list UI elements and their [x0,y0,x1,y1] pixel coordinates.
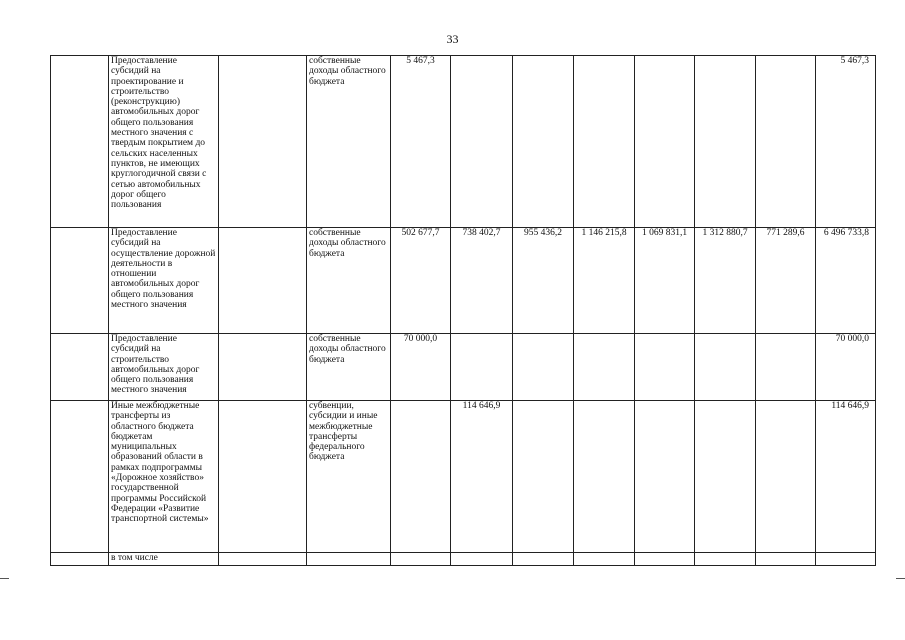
year-value-cell [574,56,635,228]
executor-cell [219,334,307,401]
funding-source-cell: субвенции, субсидии и иные межбюджетные трансферты федерального бюджета [307,401,391,553]
year-value-cell [451,553,513,566]
year-value-cell [451,334,513,401]
right-edge-mark [896,578,905,579]
table-row [51,401,876,553]
funding-source-cell: собственные доходы областного бюджета [307,228,391,334]
executor-cell [219,228,307,334]
year-value-cell [635,553,695,566]
measure-name-cell: в том числе [109,553,219,566]
year-value-cell: 502 677,7 [391,228,451,334]
year-value-cell [513,401,574,553]
total-value-cell: 70 000,0 [816,334,876,401]
row-index-cell [51,228,109,334]
year-value-cell: 5 467,3 [391,56,451,228]
funding-source-cell [307,553,391,566]
year-value-cell [513,334,574,401]
year-value-cell [451,56,513,228]
year-value-cell [695,553,756,566]
year-value-cell [635,56,695,228]
year-value-cell: 70 000,0 [391,334,451,401]
total-value-cell: 114 646,9 [816,401,876,553]
year-value-cell [513,553,574,566]
year-value-cell [635,401,695,553]
total-value-cell: 5 467,3 [816,56,876,228]
year-value-cell [756,334,816,401]
table-row [51,56,876,228]
year-value-cell [695,334,756,401]
table-row [51,553,876,566]
executor-cell [219,401,307,553]
budget-table [50,55,876,566]
year-value-cell [574,401,635,553]
year-value-cell [756,401,816,553]
year-value-cell [695,56,756,228]
measure-name-cell: Предоставление субсидий на осуществление дорожной деятельности в отношении автомобильных дорог общего пользования местного значения [109,228,219,334]
year-value-cell [695,401,756,553]
row-index-cell [51,553,109,566]
table-row [51,228,876,334]
year-value-cell: 1 146 215,8 [574,228,635,334]
year-value-cell [391,401,451,553]
year-value-cell: 955 436,2 [513,228,574,334]
funding-source-cell: собственные доходы областного бюджета [307,334,391,401]
year-value-cell: 1 069 831,1 [635,228,695,334]
year-value-cell [574,334,635,401]
year-value-cell: 771 289,6 [756,228,816,334]
year-value-cell: 1 312 880,7 [695,228,756,334]
year-value-cell [756,553,816,566]
executor-cell [219,553,307,566]
row-index-cell [51,334,109,401]
year-value-cell [513,56,574,228]
left-edge-mark [0,578,9,579]
year-value-cell [574,553,635,566]
table-row [51,334,876,401]
measure-name-cell: Предоставление субсидий на строительство автомобильных дорог общего пользования местного значения [109,334,219,401]
year-value-cell [635,334,695,401]
funding-source-cell: собственные доходы областного бюджета [307,56,391,228]
year-value-cell [391,553,451,566]
row-index-cell [51,401,109,553]
row-index-cell [51,56,109,228]
total-value-cell: 6 496 733,8 [816,228,876,334]
total-value-cell [816,553,876,566]
measure-name-cell: Предоставление субсидий на проектирование и строительство (реконструкцию) автомобильных дорог общего пользования местного значения с твердым покрытием до сельских населенных пунктов, не имеющих круглогодичной связи с сетью автомобильных дорог общего пользования [109,56,219,228]
year-value-cell: 114 646,9 [451,401,513,553]
year-value-cell [756,56,816,228]
measure-name-cell: Иные межбюджетные трансферты из областного бюджета бюджетам муниципальных образований области в рамках подпрограммы «Дорожное хозяйство» государственной программы Российской Федерации «Развитие транспортной системы» [109,401,219,553]
year-value-cell: 738 402,7 [451,228,513,334]
executor-cell [219,56,307,228]
page-number: 33 [446,32,459,46]
